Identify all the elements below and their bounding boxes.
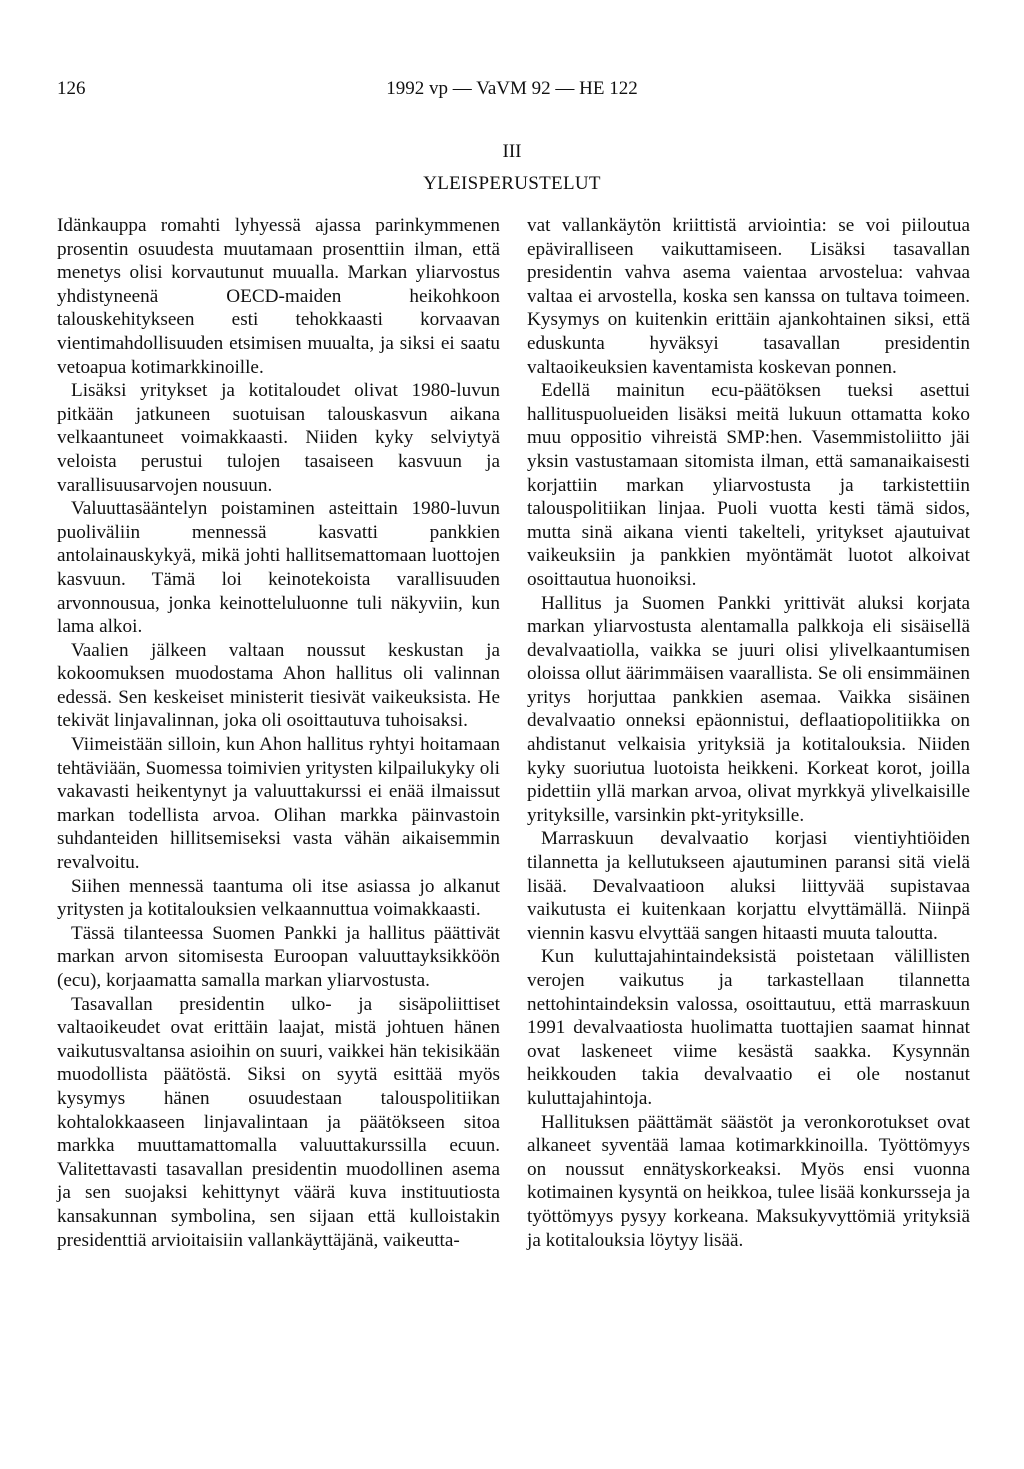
paragraph: Vaalien jälkeen valtaan noussut keskustan ja kokoomuksen muodostama Ahon hallitus oli valinnan edessä. Sen keskeiset ministerit tiesivät vaikeuksista. He tekivät linjavalinnan, joka oli osoittautuva tuhoisaksi.: [57, 639, 500, 732]
paragraph: Hallituksen päättämät säästöt ja veronkorotukset ovat alkaneet syventää lamaa kotimarkkinoilla. Työttömyys on noussut ennätyskorkeaksi. Myös ensi vuonna kotimainen kysyntä on heikkoa, tulee lisää konkursseja ja työttömyys pysyy korkeana. Maksukyvyttömiä yrityksiä ja kotitalouksia löytyy lisää.: [527, 1111, 970, 1251]
page-number: 126: [57, 78, 86, 99]
paragraph: vat vallankäytön kriittistä arviointia: se voi piiloutua epäviralliseen vaikuttamiseen. Lisäksi tasavallan presidentin vahva asema vaientaa arvostelua: vahvaa valtaa ei arvostella, koska sen kanssa on tultava toimeen. Kysymys on kuitenkin erittäin ajankohtainen siksi, että eduskunta hyväksyi tasavallan presidentin valtaoikeuksien kaventamista koskevan ponnen.: [527, 215, 970, 378]
section-title: YLEISPERUSTELUT: [423, 173, 601, 194]
paragraph: Siihen mennessä taantuma oli itse asiassa jo alkanut yritysten ja kotitalouksien velkaannuttua voimakkaasti.: [57, 875, 500, 921]
running-header: 1992 vp — VaVM 92 — HE 122: [386, 78, 638, 99]
paragraph: Valuuttasääntelyn poistaminen asteittain 1980-luvun puoliväliin mennessä kasvatti pankkien antolainauskykyä, mikä johti hallitsemattomaan luottojen kasvuun. Tämä loi keinotekoista varallisuuden arvonnousua, jonka keinotteluluonne tuli näkyviin, kun lama alkoi.: [57, 498, 500, 638]
paragraph: Idänkauppa romahti lyhyessä ajassa parinkymmenen prosentin osuudesta muutamaan prosenttiin ilman, että menetys olisi korvautunut muualla. Markan yliarvostus yhdistyneenä OECD-maiden heikohkoon talouskehitykseen esti tehokkaasti korvaavan vientimahdollisuuden etsimisen muualta, ja siksi ei saatu vetoapua kotimarkkinoille.: [57, 215, 500, 378]
paragraph: Lisäksi yritykset ja kotitaloudet olivat 1980-luvun pitkään jatkuneen suotuisan talouskasvun aikana velkaantuneet voimakkaasti. Niiden kyky selviytyä veloista perustui tulojen tasaiseen kasvuun ja varallisuusarvojen nousuun.: [57, 380, 500, 496]
paragraph: Edellä mainitun ecu-päätöksen tueksi asettui hallituspuolueiden lisäksi meitä lukuun ottamatta koko muu oppositio vihreistä SMP:hen. Vasemmistoliitto jäi yksin vastustamaan sitomista ilman, että samanaikaisesti korjattiin markan yliarvostusta ja tarkistettiin talouspolitiikan linjaa. Puoli vuotta kesti tämä sidos, mutta sinä aikana vienti takelteli, yritykset ajautuivat vaikeuksiin ja pankkien myöntämät luotot alkoivat osoittautua huonoiksi.: [527, 380, 970, 590]
paragraph: Tasavallan presidentin ulko- ja sisäpoliittiset valtaoikeudet ovat erittäin laajat, mistä johtuen hänen vaikutusvaltansa asioihin on suuri, vaikkei hän tekisikään muodollista päätöstä. Siksi on syytä esittää myös kysymys hänen osuudestaan talouspolitiikan kohtalokkaaseen linjavalintaan ja päätökseen sitoa markka muuttamattomalla valuuttakurssilla ecuun. Valitettavasti tasavallan presidentin muodollinen asema ja sen suojaksi kehittynyt väärä kuva instituutiosta kansakunnan symbolina, sen sijaan että kulloistakin presidenttiä arvioitaisiin vallankäyttäjänä, vaikeutta-: [57, 993, 500, 1251]
left-column: [57, 214, 500, 1252]
paragraph: Viimeistään silloin, kun Ahon hallitus ryhtyi hoitamaan tehtäviään, Suomessa toimivien yritysten kilpailukyky oli vakavasti heikentynyt ja valuuttakurssi ei enää ilmaissut markan todellista arvoa. Olihan markka päinvastoin suhdanteiden hillitsemiseksi vasta vähän aikaisemmin revalvoitu.: [57, 734, 500, 874]
paragraph: Kun kuluttajahintaindeksistä poistetaan välillisten verojen vaikutus ja tarkastellaan tilannetta nettohintaindeksin valossa, osoittautuu, että marraskuun 1991 devalvaatiosta huolimatta tuottajien saamat hinnat ovat laskeneet viime kesästä saakka. Kysynnän heikkouden takia devalvaatio ei ole nostanut kuluttajahintoja.: [527, 946, 970, 1109]
paragraph: Hallitus ja Suomen Pankki yrittivät aluksi korjata markan yliarvostusta alentamalla palkkoja eli sisäisellä devalvaatiolla, vaikka se juuri olisi ylivelkaantumisen oloissa ollut äärimmäisen vaarallista. Se oli ensimmäinen yritys horjuttaa pankkien asemaa. Vaikka sisäinen devalvaatio onneksi epäonnistui, deflaatiopolitiikka on ahdistanut velkaisia yrityksiä ja kotitalouksia. Niiden kyky suoriutua luotoista heikkeni. Korkeat korot, joilla pidettiin yllä markan arvoa, olivat myrkkyä ylivelkaisille yrityksille, varsinkin pkt-yrityksille.: [527, 592, 970, 826]
paragraph: Marraskuun devalvaatio korjasi vientiyhtiöiden tilannetta ja kellutukseen ajautuminen paransi sitä vielä lisää. Devalvaatioon aluksi liittyvää supistavaa vaikutusta ei kuitenkaan korjattu elvyttämällä. Niinpä viennin kasvu elvyttää sangen hitaasti muuta taloutta.: [527, 828, 970, 944]
paragraph: Tässä tilanteessa Suomen Pankki ja hallitus päättivät markan arvon sitomisesta Euroopan valuuttayksikköön (ecu), korjaamatta samalla markan yliarvostusta.: [57, 922, 500, 991]
right-column: [527, 214, 970, 1252]
section-number: III: [502, 141, 522, 162]
